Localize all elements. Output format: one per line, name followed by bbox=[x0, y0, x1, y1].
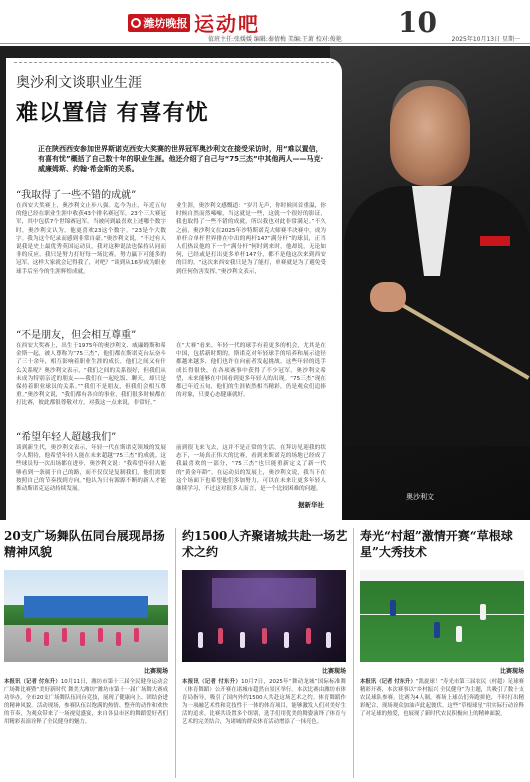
dancer bbox=[134, 628, 139, 642]
dancer bbox=[218, 628, 223, 644]
editor-credits: 值班主任:张媛媛 编辑:秦倩梅 美编:王萧 校对:俊艳 bbox=[208, 36, 342, 43]
masthead bbox=[0, 0, 530, 44]
photo-caption: 奥沙利文 bbox=[406, 493, 434, 501]
story-body bbox=[182, 678, 346, 778]
page-number: 10 bbox=[398, 6, 437, 39]
section-1-column-1: 在西安大奖赛上，奥沙利文止步八强。迄今为止，年近五旬的他已经在职业生涯中收获43个排名赛冠军，23个三大赛冠军，其中包括7个世锦赛冠军。当被问到最喜欢上述哪个数字时，奥沙利文认为，他更喜欢23这个数字。“23是个大数字。我为这个纪录而感到非常自豪。”奥沙利文说，“不过有人说我是史上最优秀英国运动员，我对这种说法也保持认同而非的反应。我只是努力打好每一场比赛，努力赢下可能多的冠军，这样大家就会记得我了，对吧？”谈到从16岁成为职业球手后至今的生涯辉煌成就， bbox=[16, 203, 166, 275]
story-title: 20支广场舞队伍同台展现昂扬精神风貌 bbox=[4, 529, 165, 559]
news-agency-credit: 据新华社 bbox=[298, 501, 324, 509]
photo-label: 比赛现场 bbox=[499, 668, 524, 675]
story-square-dance bbox=[0, 524, 172, 782]
article-lede: 正在陕西西安参加世界斯诺克西安大奖赛的世界冠军奥沙利文在接受采访时，用“难以置信，有喜有忧”概括了自己数十年的职业生涯。他还介绍了自己与“75三杰”中其他两人——马克·威廉姆斯、约翰·希金斯的关系。 bbox=[38, 145, 324, 173]
section-3-column-2: 前到很飞来飞去，这并不是正常的生活，在拜访见迎我的状态下，一场真正伟大的比赛，看到来斯诺克的场地已经成了我最喜欢的一部分，“75三杰”也只能重新定义了新一代的“黄金年龄”。在运动员的发展上，奥沙利文说，我当下在这个场面下也希望他们多加努力，可以在未来让更多年轻人继续学习，不过这对很多人而言，是一个比较困难的问题。 bbox=[176, 445, 326, 493]
player-hand bbox=[370, 282, 406, 312]
paper-logo bbox=[128, 14, 190, 32]
story-text: “凯旋球！”寿光市第三届农民（村超）足球赛精彩开赛，本次赛事以“乡村振兴 全民健身”为主题，共吸引了数十支农民球队参赛。比赛为4人制，赛场上球员们奔跑拼抢，不时打出精彩配合，现场观众加油声此起彼伏。这些“草根球星”用实际行动诠释了对足球的热爱，也展现了新时代农民积极向上的精神面貌。 bbox=[360, 679, 524, 717]
section-subhead-2: “不是朋友，但会相互尊重” bbox=[16, 330, 137, 341]
story-body bbox=[4, 678, 168, 778]
section-1-column-2: 业生涯，奥沙利文感慨道：“岁月无声，你时候回首重温，你时候自然而然唏嘘，当这就是一些，这就一个很好的影证，我也取得了一些不错的成就，所以我也对此非常满足。”不久之前，奥沙利文在2025年沙特斯诺克大师赛半决赛中，成为单杆合单杆世界排在中出的两杆147“满分杆”的球员，正当人们热议他的下一个“满分杆”何时到来时，他却说，无论如何，已经或是打出更多单杆147分，都不是他这次来到西安的目的。“这次来西安我只是为了能打，单赛就是为了避免受到任何伤害发挥。”奥沙利文表示， bbox=[176, 203, 326, 275]
column-divider bbox=[175, 528, 176, 778]
dancer bbox=[80, 632, 85, 646]
paper-logo-icon bbox=[131, 18, 141, 28]
article-kicker: 奥沙利文谈职业生涯 bbox=[16, 75, 142, 91]
section-subhead-3: “希望年轻人超越我们” bbox=[16, 432, 117, 443]
story-body bbox=[360, 678, 524, 778]
dancer bbox=[198, 632, 203, 648]
feature-text-panel bbox=[6, 58, 342, 528]
story-byline: 本报讯（记者 付东升） bbox=[4, 679, 61, 685]
dancer bbox=[326, 632, 331, 648]
player bbox=[480, 604, 486, 620]
photo-label: 比赛现场 bbox=[321, 668, 346, 675]
stage-backdrop bbox=[24, 596, 148, 618]
story-title: 约1500人齐聚诸城共赴一场艺术之约 bbox=[182, 529, 348, 559]
story-byline: 本报讯（记者 付东升） bbox=[182, 679, 242, 685]
dancer bbox=[116, 632, 121, 646]
dancer bbox=[284, 632, 289, 648]
dancer bbox=[240, 632, 245, 648]
story-text: 10月7日，2025年“舞动龙城”国际标准舞（体育舞蹈）公开赛在诸城市超然台景区举行。本次比赛由潍坊市体育局指导，吸引了国内外约1500人共赴这场艺术之约。体育舞蹈作为一项融艺术性和竞技性于一体的体育项目，能够激发人们对美好生活的追求。比赛共设置多个组别，选手们用优美的舞姿演绎了体育与艺术的完美结合，为诸城的群众体育活动增添了一抹亮色。 bbox=[182, 679, 346, 725]
story-byline: 本报讯（记者 付东升） bbox=[360, 679, 416, 685]
story-text: 10月11日，潍坊市第十三届全民健身运动会广场舞比赛暨“美好新时代 舞美大潍坊”潍坊市第十一届广场舞大赛成功举办，全市20支广场舞队伍同台竞技，展现了健康向上、团结奋进的精神风貌。活动现场，参赛队伍以饱满的热情、整齐的动作和欢快的节奏，为观众带来了一场视觉盛宴，来自各县市区的舞蹈爱好者们用精彩表演诠释了全民健身的魅力。 bbox=[4, 679, 168, 725]
player-head bbox=[390, 86, 470, 186]
logo bbox=[128, 8, 260, 37]
pitch-line bbox=[360, 614, 524, 615]
bottom-stories bbox=[0, 524, 530, 782]
story-photo bbox=[182, 570, 346, 662]
player bbox=[390, 600, 396, 616]
section-3-column-1: 谈到新生代，奥沙利文表示，年轻一代在斯诺克领域的发展令人期待，他希望年轻人能在未来超越“75三杰”的成就。这些球员每一次出场都在进步，奥沙利文说：“我希望年轻人能够看到一条属于自己的路，而不仅仅是复制我们，他们需要按照自己的节奏找到方向。”他认为只有源源不断的新人才能推动斯诺克运动持续发展。 bbox=[16, 445, 166, 493]
story-dance-sport bbox=[178, 524, 350, 782]
sponsor-patch bbox=[480, 236, 510, 246]
section-2-column-2: 在“大赛”看来，年轻一代的球手有着更多的机会，尤其是在中国，包括新时期的，斯诺克对年轻球手的培养和展示途径都越来越多，他们也许在向前者发起挑战。这些年轻的选手成长得很快，在各项赛事中获得了不少冠军，奥沙利文希望，未来能够在中国看到更多年轻人的出现。“75三杰”现在都已年近五旬，他们的生涯依然相当精彩，仍是观众们追捧的对象，只要心态健康就好。 bbox=[176, 343, 326, 399]
dancer bbox=[62, 628, 67, 642]
dancer bbox=[44, 632, 49, 646]
column-divider bbox=[353, 528, 354, 778]
stage-screen bbox=[212, 578, 316, 608]
feature-article bbox=[0, 46, 530, 520]
article-headline: 难以置信 有喜有忧 bbox=[16, 100, 209, 126]
story-title: 寿光“村超”激情开赛“草根球星”大秀技术 bbox=[360, 529, 513, 559]
dancer bbox=[98, 628, 103, 642]
player bbox=[434, 622, 440, 638]
masthead-divider bbox=[0, 43, 530, 44]
player bbox=[456, 626, 462, 642]
dancer bbox=[262, 628, 267, 644]
section-2-column-1: 在西安大奖赛上，出生于1975年的奥沙利文、威廉姆斯和希金斯一起，被人尊称为“75三杰”，他们都在斯诺克台坛奋斗了三十余年，相互影响着职业生涯的成长，他们之间又有什么关系呢？奥沙利文表示，“我们之间的关系很好，但我们从未成为特别亲近的朋友——我们在一起吃饭、聊天，却只是保持着职业球员的关系。”“我们不是朋友，但我们会相互尊重。”奥沙利文说，“我们都有各自的事业，我们很多时候都在打比赛，彼此都很尊敬对方，对我这一点来说，非常好。” bbox=[16, 343, 166, 407]
dancer bbox=[306, 628, 311, 644]
section-subhead-1: “我取得了一些不错的成就” bbox=[16, 190, 137, 201]
dancer bbox=[26, 628, 31, 642]
photo-label: 比赛现场 bbox=[143, 668, 168, 675]
story-photo bbox=[360, 570, 524, 662]
story-photo bbox=[4, 570, 168, 662]
paper-name: 潍坊晚报 bbox=[143, 16, 188, 30]
section-title: 运动吧 bbox=[194, 12, 260, 36]
feature-photo bbox=[330, 46, 530, 520]
issue-date: 2025年10月13日 星期一 bbox=[451, 36, 520, 43]
dashed-rule bbox=[14, 62, 334, 63]
story-village-football bbox=[356, 524, 528, 782]
